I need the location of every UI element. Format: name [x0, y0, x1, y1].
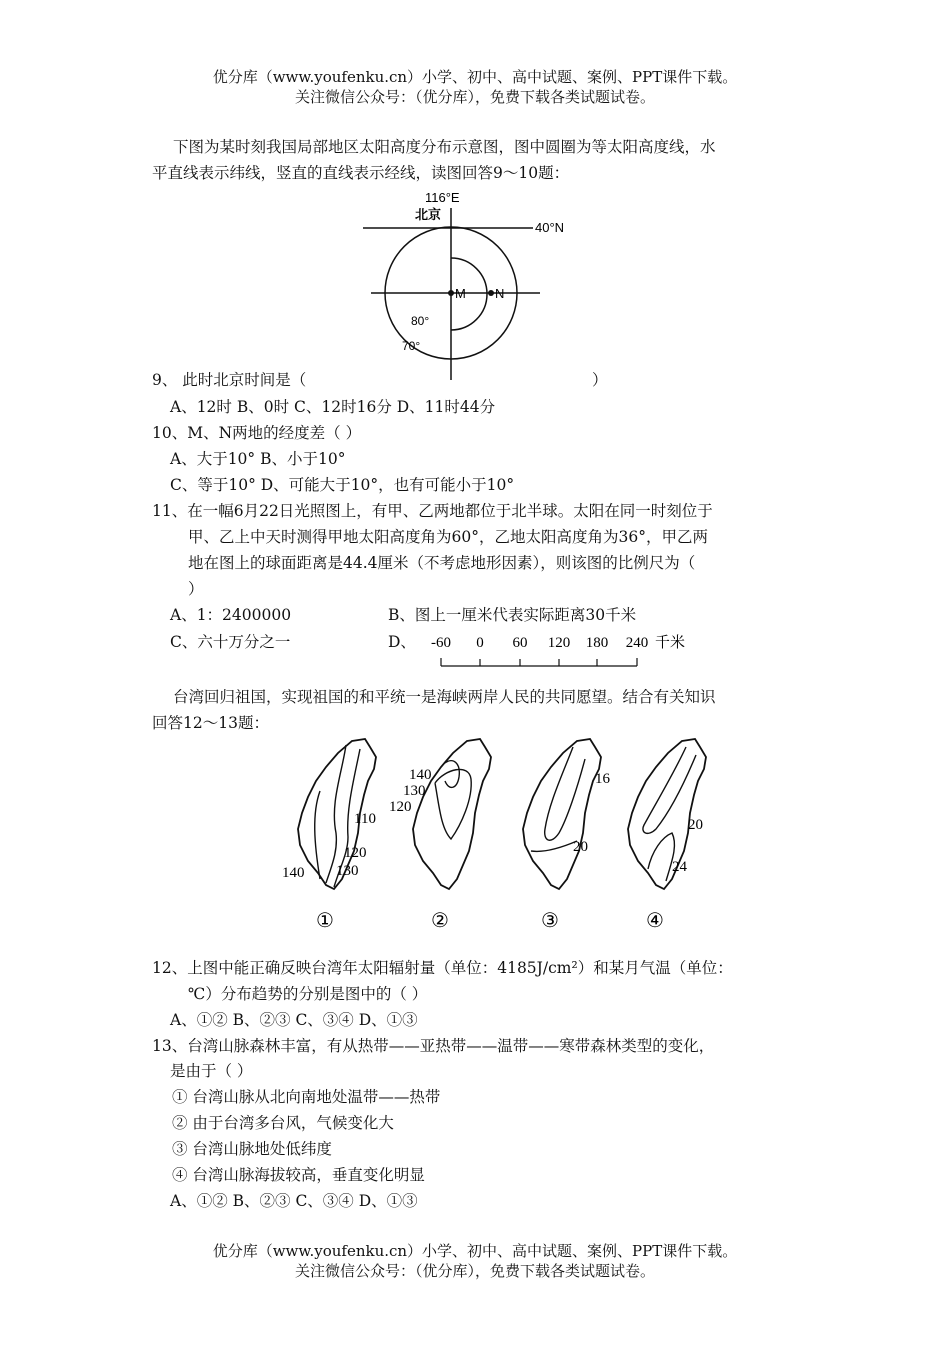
taiwan-map-3 [523, 739, 611, 932]
map3-caption: ③ [541, 910, 559, 932]
map2-label: 130 [403, 783, 426, 799]
map1-label: 130 [336, 863, 359, 879]
map2-caption: ② [431, 910, 449, 932]
isoline [435, 769, 471, 839]
scale-tick-label: -60 [431, 635, 451, 651]
q11-line-3: 地在图上的球面距离是44.4厘米（不考虑地形因素），则该图的比例尺为（ [188, 554, 696, 572]
latitude-label: 40°N [535, 220, 565, 235]
isoline [545, 747, 585, 840]
map1-label: 110 [354, 811, 376, 827]
q13-item: ① 台湾山脉从北向南地处温带——热带 [172, 1088, 441, 1106]
q11-line-4: ） [188, 580, 204, 598]
header-line-2: 关注微信公众号：（优分库），免费下载各类试题试卷。 [294, 88, 655, 106]
taiwan-outline [523, 739, 601, 889]
q9-options: A、12时 B、0时 C、12时16分 D、11时44分 [170, 398, 496, 416]
q10-options-2: C、等于10° D、可能大于10°，也有可能小于10° [170, 476, 515, 494]
scale-tick-label: 120 [547, 635, 571, 651]
q9-close: ） [592, 371, 608, 389]
point-n-dot [488, 290, 494, 296]
q11-option-c: C、六十万分之一 [170, 633, 291, 651]
taiwan-outline [413, 739, 491, 889]
q11-line-2: 甲、乙上中天时测得甲地太阳高度角为60°，乙地太阳高度角为36°，甲乙两 [188, 528, 708, 546]
point-n-label: N [495, 286, 505, 301]
scale-tick-label: 180 [585, 635, 609, 651]
longitude-label: 116°E [425, 190, 460, 205]
intro2-line-2: 回答12～13题： [152, 714, 269, 732]
isoline [648, 833, 674, 881]
q13-line-2: 是由于（ ） [170, 1062, 253, 1080]
footer-line-2: 关注微信公众号：（优分库），免费下载各类试题试卷。 [294, 1262, 655, 1280]
isoline-80-label: 80° [411, 314, 430, 328]
sun-altitude-figure [355, 188, 585, 388]
q12-line-1: 12、上图中能正确反映台湾年太阳辐射量（单位：4185J/cm²）和某月气温（单位： [152, 959, 733, 977]
q11-option-b: B、图上一厘米代表实际距离30千米 [388, 606, 637, 624]
isoline [445, 761, 459, 788]
map1-caption: ① [316, 910, 334, 932]
q12-line-2: ℃）分布趋势的分别是图中的（ ） [188, 985, 428, 1003]
taiwan-map-2 [389, 739, 491, 932]
isoline [531, 841, 577, 851]
header-line-1: 优分库（www.youfenku.cn）小学、初中、高中试题、案例、PPT课件下载。 [212, 68, 738, 86]
isoline [315, 791, 320, 879]
map2-label: 140 [409, 767, 432, 783]
taiwan-maps-figure [270, 733, 730, 938]
q13-item: ③ 台湾山脉地处低纬度 [172, 1140, 332, 1158]
point-m-dot [448, 290, 454, 296]
point-m-label: M [455, 286, 466, 301]
q11-option-a: A、1：2400000 [170, 606, 292, 624]
q12-options: A、①② B、②③ C、③④ D、①③ [170, 1011, 418, 1029]
q13-options: A、①② B、②③ C、③④ D、①③ [170, 1192, 418, 1210]
map2-label: 120 [389, 799, 412, 815]
isoline-70-label: 70° [402, 339, 421, 353]
beijing-label: 北京 [415, 207, 442, 222]
scale-tick-label: 0 [476, 635, 484, 651]
intro2-line-1: 台湾回归祖国，实现祖国的和平统一是海峡两岸人民的共同愿望。结合有关知识 [173, 688, 716, 706]
map1-label: 120 [344, 845, 367, 861]
intro1-line-2: 平直线表示纬线，竖直的直线表示经线，读图回答9～10题： [152, 164, 570, 182]
map3-label: 16 [595, 771, 610, 787]
q10-stem: 10、M、N两地的经度差（ ） [152, 424, 362, 442]
q13-item: ④ 台湾山脉海拔较高，垂直变化明显 [172, 1166, 425, 1184]
q11-line-1: 11、在一幅6月22日光照图上，有甲、乙两地都位于北半球。太阳在同一时刻位于 [152, 502, 713, 520]
scale-unit: 千米 [655, 634, 686, 651]
q10-options-1: A、大于10° B、小于10° [170, 450, 346, 468]
intro1-line-1: 下图为某时刻我国局部地区太阳高度分布示意图，图中圆圈为等太阳高度线，水 [173, 138, 716, 156]
map4-label: 24 [672, 859, 687, 875]
q13-item: ② 由于台湾多台风，气候变化大 [172, 1114, 394, 1132]
footer-line-1: 优分库（www.youfenku.cn）小学、初中、高中试题、案例、PPT课件下载。 [212, 1242, 738, 1260]
scale-tick-label: 60 [512, 635, 528, 651]
q11-option-d: D、 [388, 633, 416, 651]
map3-label: 20 [573, 839, 588, 855]
q13-line-1: 13、台湾山脉森林丰富，有从热带——亚热带——温带——寒带森林类型的变化， [152, 1037, 715, 1055]
map1-label: 140 [282, 865, 305, 881]
q9-stem: 9、 此时北京时间是（ [152, 371, 307, 389]
scale-tick-label: 240 [625, 635, 649, 651]
map4-caption: ④ [646, 910, 664, 932]
taiwan-map-4 [628, 739, 706, 932]
map4-label: 20 [688, 817, 703, 833]
taiwan-map-1 [282, 739, 376, 932]
scale-bar [425, 630, 705, 674]
